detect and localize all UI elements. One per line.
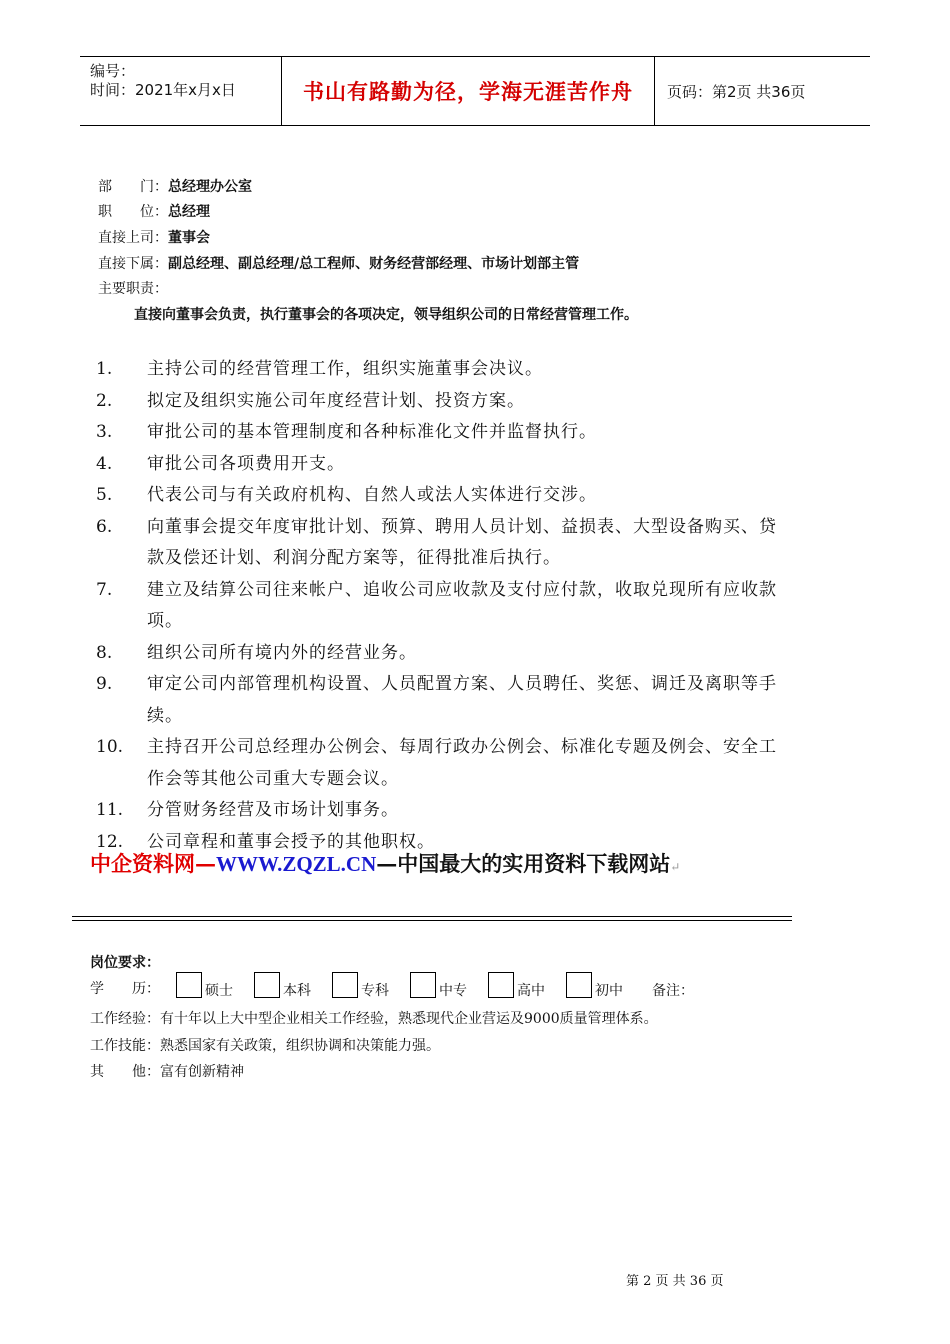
duty-number: 9. [96,674,113,694]
subordinates-label: 直接下属： [98,256,168,272]
duties-list [96,354,796,858]
document-header [80,56,870,126]
duty-number: 4. [96,453,113,474]
edu-option-label: 本科 [283,983,311,999]
edu-option-label: 初中 [595,983,623,999]
requirements-title: 岗位要求： [90,955,160,971]
experience-row: 工作经验：有十年以上大中型企业相关工作经验，熟悉现代企业营运及9000质量管理体系。 [90,1011,658,1027]
duty-number: 5. [96,485,113,505]
section-divider [72,916,792,921]
duty-item [96,354,796,386]
duties-summary: 直接向董事会负责，执行董事会的各项决定，领导组织公司的日常经营管理工作。 [134,307,638,323]
duty-item [96,732,796,795]
duty-item [96,669,796,732]
page-info: 页码：第2页 共36页 [667,82,806,101]
checkbox-icon[interactable] [410,972,436,998]
edu-option[interactable] [410,972,467,998]
dept-label: 部 门： [98,179,168,195]
duty-item [96,795,796,827]
superior-value: 董事会 [168,230,210,246]
edu-option-label: 高中 [517,983,545,999]
duty-number: 11. [96,800,124,820]
skills-row: 工作技能：熟悉国家有关政策，组织协调和决策能力强。 [90,1038,440,1054]
duty-item [96,417,796,449]
duty-text: 审定公司内部管理机构设置、人员配置方案、人员聘任、奖惩、调迁及离职等手续。 [147,674,777,726]
duty-text: 向董事会提交年度审批计划、预算、聘用人员计划、益损表、大型设备购买、贷款及偿还计划、利润分配方案等，征得批准后执行。 [147,516,777,568]
duty-number: 10. [96,737,124,757]
duty-text: 主持召开公司总经理办公例会、每周行政办公例会、标准化专题及例会、安全工作会等其他公司重大专题会议。 [147,737,777,789]
duty-item [96,480,796,512]
other-row: 其 他：富有创新精神 [90,1064,244,1080]
duty-number: 1. [96,359,113,379]
edu-option[interactable] [176,972,233,998]
number-label: 编号： [90,62,136,80]
duty-text: 公司章程和董事会授予的其他职权。 [147,831,435,852]
checkbox-icon[interactable] [176,972,202,998]
duty-text: 审批公司的基本管理制度和各种标准化文件并监督执行。 [147,422,597,442]
title-row [98,203,210,221]
duty-number: 3. [96,422,113,442]
duty-number: 2. [96,390,113,411]
edu-option-label: 专科 [361,983,389,999]
header-motto-cell [281,57,655,125]
header-page-cell [655,57,870,125]
duty-number: 8. [96,642,113,663]
subordinates-value: 副总经理、副总经理/总工程师、财务经营部经理、市场计划部主管 [168,256,580,272]
duty-item [96,575,796,638]
duties-label: 主要职责： [98,281,168,297]
duty-item [96,638,796,670]
dept-value: 总经理办公室 [168,179,252,195]
dept-row [98,178,252,196]
duty-item [96,449,796,481]
duty-item [96,386,796,418]
education-row [90,972,694,998]
edu-options [176,972,644,998]
edu-option-label: 中专 [439,983,467,999]
banner-part1: 中企资料网— [90,851,216,876]
duty-text: 分管财务经营及市场计划事务。 [147,800,399,820]
duty-text: 组织公司所有境内外的经营业务。 [147,642,417,663]
duty-text: 拟定及组织实施公司年度经营计划、投资方案。 [147,390,525,411]
edu-option[interactable] [254,972,311,998]
edu-option[interactable] [488,972,545,998]
motto-text: 书山有路勤为径，学海无涯苦作舟 [303,79,633,104]
checkbox-icon[interactable] [566,972,592,998]
header-meta [80,57,280,125]
duty-number: 12. [96,831,124,852]
banner-part3: —中国最大的实用资料下载网站 [376,851,671,876]
page-footer: 第 2 页 共 36 页 [626,1274,724,1289]
superior-label: 直接上司： [98,230,168,246]
checkbox-icon[interactable] [488,972,514,998]
duty-number: 6. [96,516,113,537]
duty-text: 审批公司各项费用开支。 [147,453,345,474]
superior-row [98,229,210,247]
edu-option[interactable] [332,972,389,998]
subordinates-row [98,255,579,273]
edu-option-label: 硕士 [205,983,233,999]
banner-link[interactable]: WWW.ZQZL.CN [216,852,377,876]
paragraph-mark-icon: ↵ [670,860,681,874]
edu-label: 学 历： [90,981,160,997]
edu-option[interactable] [566,972,623,998]
duty-number: 7. [96,579,113,600]
title-value: 总经理 [168,204,210,220]
duties-clip [0,354,950,852]
checkbox-icon[interactable] [332,972,358,998]
site-banner [90,848,680,878]
checkbox-icon[interactable] [254,972,280,998]
duty-text: 代表公司与有关政府机构、自然人或法人实体进行交涉。 [147,485,597,505]
duty-item [96,512,796,575]
title-label: 职 位： [98,204,168,220]
note-label: 备注： [652,983,694,999]
time-label: 时间：2021年x月x日 [90,81,236,99]
duty-text: 建立及结算公司往来帐户、追收公司应收款及支付应付款，收取兑现所有应收款项。 [147,579,777,631]
duty-text: 主持公司的经营管理工作，组织实施董事会决议。 [147,359,543,379]
